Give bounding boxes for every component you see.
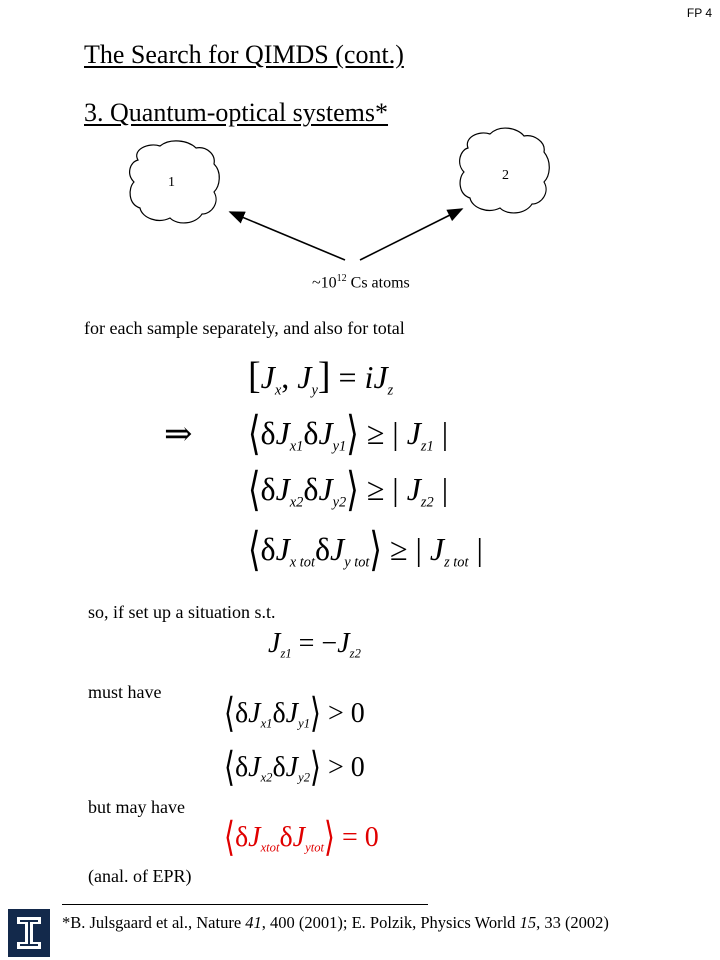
page-number: FP 4: [686, 6, 712, 20]
cloud-2-label: 2: [502, 168, 509, 183]
so-if-text: so, if set up a situation s.t.: [88, 602, 276, 622]
atoms-count-label: $\sim 10^{12}$ Cs atoms: [312, 273, 410, 292]
epr-analogy-text: (anal. of EPR): [88, 866, 192, 886]
must-have-text: must have: [88, 682, 162, 702]
zero-total-correlation: $⟨\delta J_{xtot}\delta J_{ytot}⟩ = 0$: [224, 812, 379, 861]
two-sample-diagram: [0, 0, 720, 320]
page-title: The Search for QIMDS (cont.): [84, 40, 404, 69]
positive-correlation-2: $⟨\delta J_{x2}\delta J_{y2}⟩ > 0$: [224, 742, 365, 791]
each-sample-text: for each sample separately, and also for total: [84, 318, 405, 338]
uncertainty-relation-2: $⟨\delta J_{x2}\delta J_{y2}⟩$ ≥ | $J_{z2}$ |: [248, 461, 449, 517]
footnote-divider: [62, 904, 428, 905]
cloud-1-label: 1: [168, 175, 175, 190]
footnote-citation: *B. Julsgaard et al., Nature 41, 400 (2001); E. Polzik, Physics World 15, 33 (2002): [62, 913, 609, 932]
implies-arrow: ⇒: [164, 416, 193, 453]
positive-correlation-1: $⟨\delta J_{x1}\delta J_{y1}⟩ > 0$: [224, 688, 365, 737]
jz-condition-equation: $J_{z1} = -J_{z2}$: [268, 628, 361, 661]
commutator-equation: [$J_x$, $J_y] = iJ_z$: [248, 355, 394, 399]
but-may-have-text: but may have: [88, 797, 185, 817]
section-heading: 3. Quantum-optical systems*: [84, 98, 389, 127]
uncertainty-relation-1: $⟨\delta J_{x1}\delta J_{y1}⟩$ ≥ | $J_{z1}$ |: [248, 405, 449, 461]
arrow-to-cloud-1: [230, 212, 345, 260]
arrow-to-cloud-2: [360, 209, 462, 260]
university-block-i-logo: [8, 909, 50, 957]
uncertainty-relation-total: $⟨\delta J_{x tot}\delta J_{y tot}⟩$ ≥ | $J_{z tot}$ |: [248, 521, 483, 577]
